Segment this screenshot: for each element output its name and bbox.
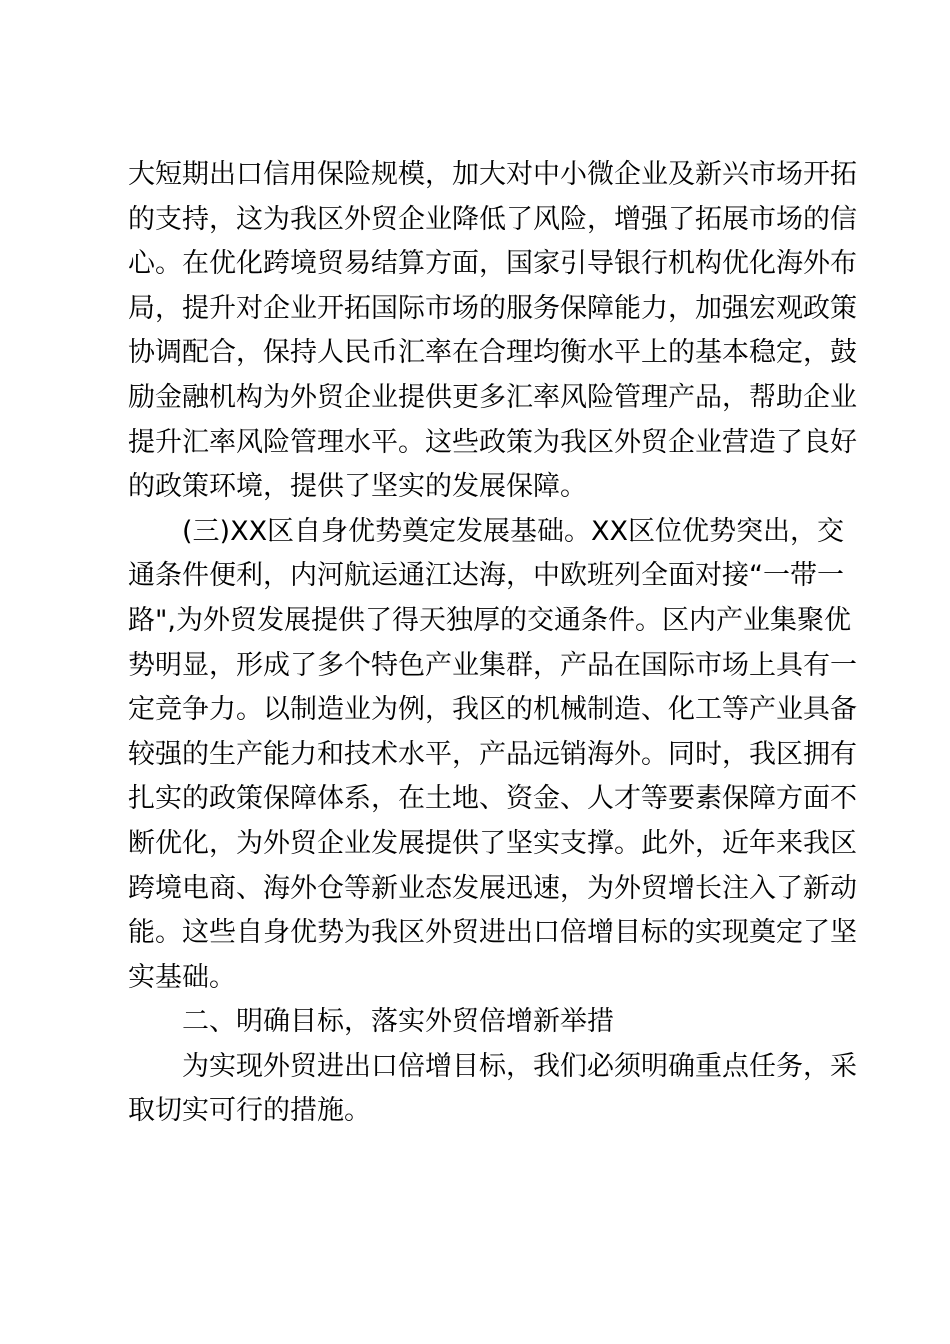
text-line: 的支持，这为我区外贸企业降低了风险，增强了拓展市场的信	[128, 203, 857, 235]
text-line: 局，提升对企业开拓国际市场的服务保障能力，加强宏观政策	[128, 292, 857, 324]
heading-text: 二、明确目标，落实外贸倍增新举措	[182, 1006, 614, 1038]
paragraph-goal-measures	[128, 1045, 857, 1134]
text-line: 心。在优化跨境贸易结算方面，国家引导银行机构优化海外布	[128, 248, 857, 280]
text-line: 扎实的政策保障体系，在土地、资金、人才等要素保障方面不	[128, 783, 857, 815]
document-body	[128, 153, 857, 1134]
text-line: 取切实可行的措施。	[128, 1095, 371, 1127]
text-line: 协调配合，保持人民币汇率在合理均衡水平上的基本稳定，鼓	[128, 337, 857, 369]
text-line: 路",为外贸发展提供了得天独厚的交通条件。区内产业集聚优	[128, 604, 852, 636]
text-line: 提升汇率风险管理水平。这些政策为我区外贸企业营造了良好	[128, 426, 857, 458]
text-line: 定竞争力。以制造业为例，我区的机械制造、化工等产业具备	[128, 694, 857, 726]
text-line: (三)XX区自身优势奠定发展基础。XX区位优势突出，交	[182, 515, 845, 547]
section-heading	[128, 1000, 822, 1045]
paragraph-district-advantages	[128, 510, 857, 1001]
text-line: 为实现外贸进出口倍增目标，我们必须明确重点任务，采	[182, 1050, 857, 1082]
text-line: 较强的生产能力和技术水平，产品远销海外。同时，我区拥有	[128, 738, 857, 770]
text-line: 跨境电商、海外仓等新业态发展迅速，为外贸增长注入了新动	[128, 872, 857, 904]
text-line: 实基础。	[128, 961, 236, 993]
text-line: 势明显，形成了多个特色产业集群，产品在国际市场上具有一	[128, 649, 857, 681]
text-line: 的政策环境，提供了坚实的发展保障。	[128, 471, 587, 503]
text-line: 断优化，为外贸企业发展提供了坚实支撑。此外，近年来我区	[128, 827, 857, 859]
text-line: 大短期出口信用保险规模，加大对中小微企业及新兴市场开拓	[128, 159, 857, 190]
text-line: 励金融机构为外贸企业提供更多汇率风险管理产品，帮助企业	[128, 381, 857, 413]
text-line: 能。这些自身优势为我区外贸进出口倍增目标的实现奠定了坚	[128, 917, 857, 949]
text-line: 通条件便利，内河航运通江达海，中欧班列全面对接“一带一	[128, 560, 844, 592]
paragraph-policy-support	[128, 153, 857, 510]
